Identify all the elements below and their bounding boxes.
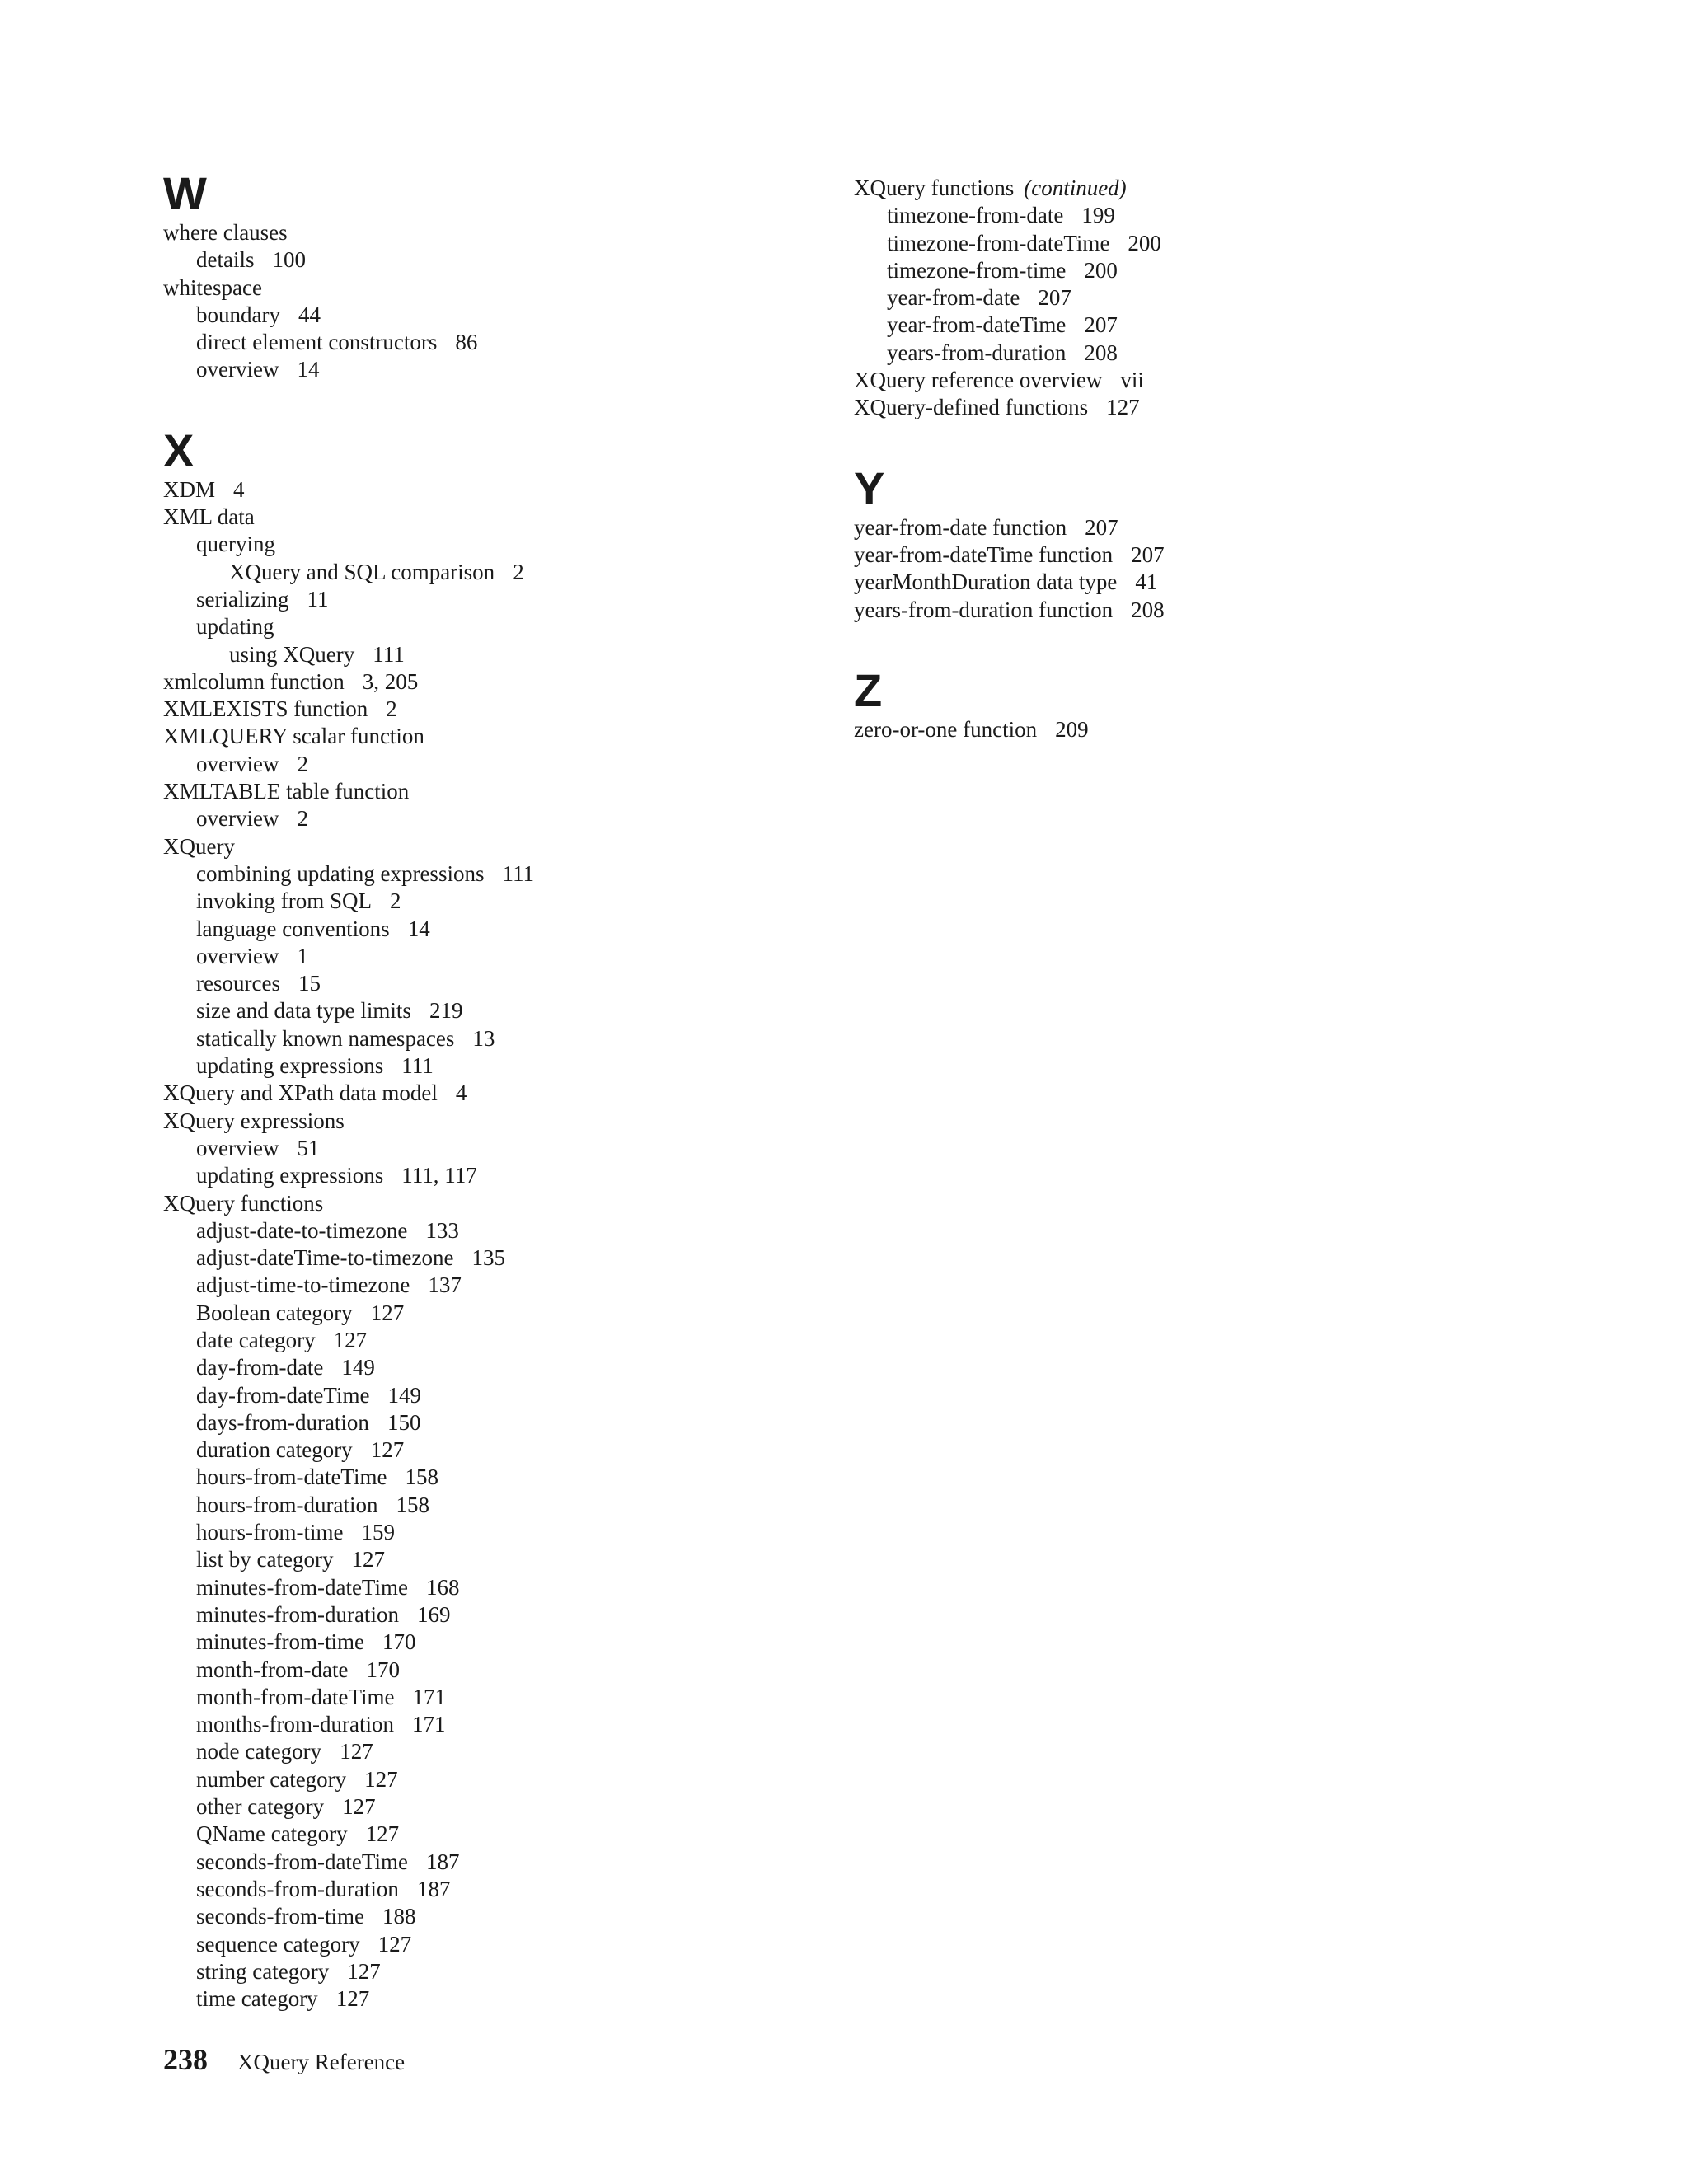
entry-pages: 1 [297, 943, 308, 968]
index-entry [163, 1464, 823, 1491]
index-entry [163, 1272, 823, 1299]
entry-term: where clauses [163, 220, 288, 245]
entry-term: minutes-from-dateTime [196, 1574, 408, 1600]
entry-term: months-from-duration [196, 1712, 394, 1737]
entry-pages: 208 [1084, 340, 1118, 365]
entry-term: hours-from-duration [196, 1492, 378, 1517]
entry-pages: 170 [382, 1629, 416, 1655]
entry-pages: 133 [425, 1217, 459, 1243]
entry-pages: 188 [382, 1904, 416, 1929]
section-letter: W [163, 167, 207, 219]
index-entry [854, 394, 1530, 421]
entry-term: xmlcolumn function [163, 668, 345, 694]
entry-term: hours-from-time [196, 1520, 344, 1545]
entry-term: year-from-dateTime function [854, 541, 1114, 567]
entry-pages: 149 [387, 1382, 421, 1408]
entry-term: timezone-from-time [887, 257, 1067, 283]
index-section-x [163, 424, 823, 2013]
index-entry [163, 1409, 823, 1436]
entry-pages: 11 [307, 586, 329, 612]
entry-pages: 4 [233, 476, 245, 502]
index-entry [163, 860, 823, 888]
entry-pages: 111 [502, 860, 534, 886]
entry-pages: 207 [1084, 312, 1118, 338]
index-entry [854, 597, 1530, 624]
entry-term: year-from-date function [854, 514, 1067, 540]
index-entry [163, 970, 823, 997]
index-entry [163, 1766, 823, 1793]
index-entry [163, 302, 823, 329]
entry-pages: 158 [405, 1465, 438, 1490]
entry-pages: 170 [366, 1657, 400, 1682]
entry-term: whitespace [163, 274, 262, 300]
index-entry [854, 312, 1530, 339]
entry-pages: 150 [387, 1409, 421, 1435]
index-entry [163, 1985, 823, 2013]
entry-term: other category [196, 1794, 325, 1820]
entry-pages: 127 [1106, 395, 1140, 420]
index-entry [854, 230, 1530, 257]
index-entry [163, 696, 823, 723]
index-entry [163, 1684, 823, 1711]
entry-pages: 2 [297, 806, 308, 832]
entry-pages: 207 [1038, 285, 1071, 311]
entry-term: string category [196, 1958, 330, 1984]
index-entry [163, 1849, 823, 1876]
index-entry [163, 559, 823, 586]
entry-term: XQuery and SQL comparison [229, 559, 495, 584]
entry-pages: 127 [364, 1766, 398, 1792]
entry-pages: 127 [351, 1547, 385, 1572]
page-footer [163, 2042, 405, 2077]
entry-pages: 14 [297, 357, 320, 382]
entry-pages: 207 [1131, 541, 1165, 567]
entry-pages: 111, 117 [401, 1163, 477, 1188]
entry-pages: 2 [386, 696, 397, 722]
entry-term: direct element constructors [196, 330, 438, 355]
index-entry [854, 284, 1530, 312]
index-entry [163, 723, 823, 750]
index-entry [163, 1080, 823, 1107]
entry-pages: 137 [428, 1272, 462, 1298]
book-title: XQuery Reference [237, 2050, 406, 2074]
entry-pages: 207 [1085, 514, 1118, 540]
entry-term: invoking from SQL [196, 888, 372, 914]
index-section-w [163, 167, 823, 384]
entry-pages: 15 [298, 971, 321, 996]
continued-heading-text: XQuery functions [854, 176, 1015, 200]
entry-term: seconds-from-dateTime [196, 1849, 408, 1874]
index-entry [163, 586, 823, 613]
index-entry [163, 1657, 823, 1684]
index-entry [854, 340, 1530, 367]
entry-term: XDM [163, 476, 216, 502]
entry-term: boundary [196, 302, 280, 327]
index-entry [163, 1711, 823, 1738]
entry-term: yearMonthDuration data type [854, 569, 1118, 595]
index-entry [163, 943, 823, 970]
index-entry [163, 329, 823, 356]
entry-term: XQuery functions [163, 1190, 324, 1216]
index-entry [854, 202, 1530, 229]
entry-term: year-from-dateTime [887, 312, 1067, 338]
entry-term: duration category [196, 1437, 353, 1463]
index-entry [163, 668, 823, 696]
entry-pages: 127 [365, 1821, 400, 1847]
entry-pages: 159 [361, 1520, 395, 1545]
entry-pages: 2 [513, 559, 524, 584]
entry-pages: 3, 205 [362, 668, 419, 694]
entry-pages: 51 [297, 1135, 320, 1160]
entry-pages: 4 [455, 1080, 467, 1106]
entry-term: XML data [163, 504, 255, 530]
entry-term: XQuery [163, 833, 235, 859]
index-entry [163, 531, 823, 558]
index-entry [163, 778, 823, 805]
index-entry [163, 1300, 823, 1327]
index-section-y [854, 462, 1530, 624]
entry-term: minutes-from-duration [196, 1601, 399, 1627]
right-sections [854, 462, 1530, 743]
index-entry [163, 1135, 823, 1162]
entry-term: timezone-from-dateTime [887, 230, 1110, 255]
entry-term: years-from-duration [887, 340, 1067, 365]
entry-term: overview [196, 806, 279, 832]
continued-entries [854, 202, 1530, 421]
index-column-left [163, 167, 823, 2013]
entry-pages: 209 [1055, 716, 1089, 742]
entry-term: combining updating expressions [196, 860, 485, 886]
entry-term: years-from-duration function [854, 597, 1114, 622]
index-entry [854, 367, 1530, 394]
entry-term: language conventions [196, 916, 390, 941]
entry-pages: 171 [412, 1684, 446, 1709]
entry-pages: 127 [333, 1327, 368, 1352]
index-entry [854, 257, 1530, 284]
index-entry [163, 833, 823, 860]
entry-term: XMLTABLE table function [163, 779, 410, 804]
continued-note: (continued) [1024, 176, 1127, 200]
entry-pages: 127 [335, 1986, 370, 2012]
entry-pages: 127 [347, 1958, 381, 1984]
index-entry [163, 1601, 823, 1629]
entry-pages: 100 [272, 247, 306, 273]
entry-pages: 208 [1131, 597, 1165, 622]
index-entry [163, 751, 823, 778]
entry-term: number category [196, 1766, 347, 1792]
index-entry [163, 613, 823, 640]
index-entry [163, 1244, 823, 1272]
section-letter: X [163, 424, 195, 476]
entry-term: querying [196, 532, 275, 557]
entry-term: updating expressions [196, 1163, 384, 1188]
entry-pages: 44 [298, 302, 321, 327]
index-entry [163, 1052, 823, 1080]
index-entry [163, 1903, 823, 1930]
entry-pages: vii [1120, 368, 1144, 393]
index-entry [163, 1519, 823, 1546]
index-section-z [854, 663, 1530, 743]
index-entry [163, 1958, 823, 1985]
entry-term: adjust-date-to-timezone [196, 1217, 408, 1243]
entry-pages: 13 [472, 1025, 495, 1051]
entry-pages: 199 [1081, 203, 1115, 228]
section-letter: Y [854, 462, 885, 514]
entry-pages: 127 [342, 1794, 376, 1820]
entry-term: details [196, 247, 255, 273]
entry-term: date category [196, 1327, 316, 1352]
entry-term: Boolean category [196, 1300, 353, 1325]
index-entry [163, 1931, 823, 1958]
entry-term: time category [196, 1986, 318, 2012]
entry-pages: 2 [297, 751, 308, 776]
entry-term: updating expressions [196, 1053, 384, 1079]
entry-term: list by category [196, 1547, 334, 1572]
entry-term: day-from-dateTime [196, 1382, 370, 1408]
index-entry [163, 1738, 823, 1765]
index-entry [163, 476, 823, 504]
index-entry [163, 1025, 823, 1052]
entry-term: days-from-duration [196, 1409, 369, 1435]
index-entry [854, 514, 1530, 541]
index-entry [163, 1354, 823, 1381]
entry-pages: 149 [341, 1355, 375, 1380]
entry-term: adjust-time-to-timezone [196, 1272, 410, 1298]
index-entry [163, 1876, 823, 1903]
entry-pages: 168 [425, 1574, 460, 1600]
entry-term: size and data type limits [196, 998, 411, 1024]
entry-term: day-from-date [196, 1355, 324, 1380]
entry-term: minutes-from-time [196, 1629, 364, 1655]
entry-term: overview [196, 357, 279, 382]
entry-pages: 41 [1135, 569, 1158, 595]
entry-pages: 127 [340, 1739, 373, 1765]
entry-pages: 200 [1084, 257, 1118, 283]
entry-pages: 158 [396, 1492, 429, 1517]
index-entry [163, 1574, 823, 1601]
index-entry [163, 356, 823, 383]
entry-term: adjust-dateTime-to-timezone [196, 1245, 454, 1271]
index-entry [163, 274, 823, 302]
entry-pages: 2 [390, 888, 401, 914]
entry-pages: 127 [377, 1931, 412, 1957]
entry-term: hours-from-dateTime [196, 1465, 387, 1490]
index-entry [854, 716, 1530, 743]
entry-pages: 187 [416, 1876, 451, 1901]
page-number: 238 [163, 2043, 208, 2076]
index-entry [163, 888, 823, 915]
entry-term: XQuery reference overview [854, 368, 1103, 393]
entry-term: seconds-from-time [196, 1904, 364, 1929]
index-entry [163, 997, 823, 1024]
index-entry [163, 916, 823, 943]
entry-term: month-from-dateTime [196, 1684, 395, 1709]
entry-term: XMLQUERY scalar function [163, 724, 424, 749]
index-entry [163, 805, 823, 832]
index-entry [163, 1821, 823, 1848]
index-entry [163, 641, 823, 668]
index-entry [163, 1327, 823, 1354]
entry-pages: 127 [370, 1300, 405, 1325]
index-entry [163, 246, 823, 274]
entry-term: month-from-date [196, 1657, 349, 1682]
entry-term: serializing [196, 586, 289, 612]
index-column-right [854, 175, 1530, 743]
index-entry [854, 569, 1530, 596]
index-entry [163, 504, 823, 531]
entry-pages: 111 [373, 641, 405, 667]
entry-pages: 14 [407, 916, 430, 941]
index-entry [163, 1108, 823, 1135]
entry-pages: 187 [425, 1849, 460, 1874]
index-entry [163, 1492, 823, 1519]
entry-term: QName category [196, 1821, 348, 1847]
index-entry [163, 219, 823, 246]
entry-term: seconds-from-duration [196, 1876, 399, 1901]
index-entry [163, 1382, 823, 1409]
entry-term: resources [196, 971, 280, 996]
index-entry [163, 1190, 823, 1217]
index-entry [163, 1217, 823, 1244]
entry-term: statically known namespaces [196, 1025, 455, 1051]
index-entry [163, 1629, 823, 1656]
entry-pages: 111 [401, 1053, 434, 1079]
entry-term: year-from-date [887, 285, 1020, 311]
index-entry [163, 1436, 823, 1464]
entry-pages: 169 [416, 1601, 451, 1627]
continued-heading [854, 175, 1530, 202]
entry-term: XQuery and XPath data model [163, 1080, 438, 1106]
entry-term: overview [196, 1135, 279, 1160]
entry-term: using XQuery [229, 641, 355, 667]
entry-term: XQuery-defined functions [854, 395, 1089, 420]
section-letter: Z [854, 663, 883, 716]
entry-term: XQuery expressions [163, 1108, 345, 1133]
entry-term: timezone-from-date [887, 203, 1064, 228]
entry-term: zero-or-one function [854, 716, 1038, 742]
entry-pages: 219 [429, 998, 463, 1024]
entry-pages: 86 [455, 330, 478, 355]
index-entry [854, 541, 1530, 569]
index-entry [163, 1546, 823, 1573]
index-entry [163, 1162, 823, 1189]
entry-term: XMLEXISTS function [163, 696, 368, 722]
index-entry [163, 1793, 823, 1821]
entry-term: updating [196, 614, 274, 640]
entry-pages: 171 [411, 1712, 446, 1737]
entry-pages: 135 [471, 1245, 505, 1271]
entry-term: sequence category [196, 1931, 360, 1957]
entry-pages: 200 [1128, 230, 1161, 255]
entry-term: overview [196, 943, 279, 968]
entry-term: node category [196, 1739, 322, 1765]
entry-term: overview [196, 751, 279, 776]
entry-pages: 127 [370, 1437, 405, 1463]
